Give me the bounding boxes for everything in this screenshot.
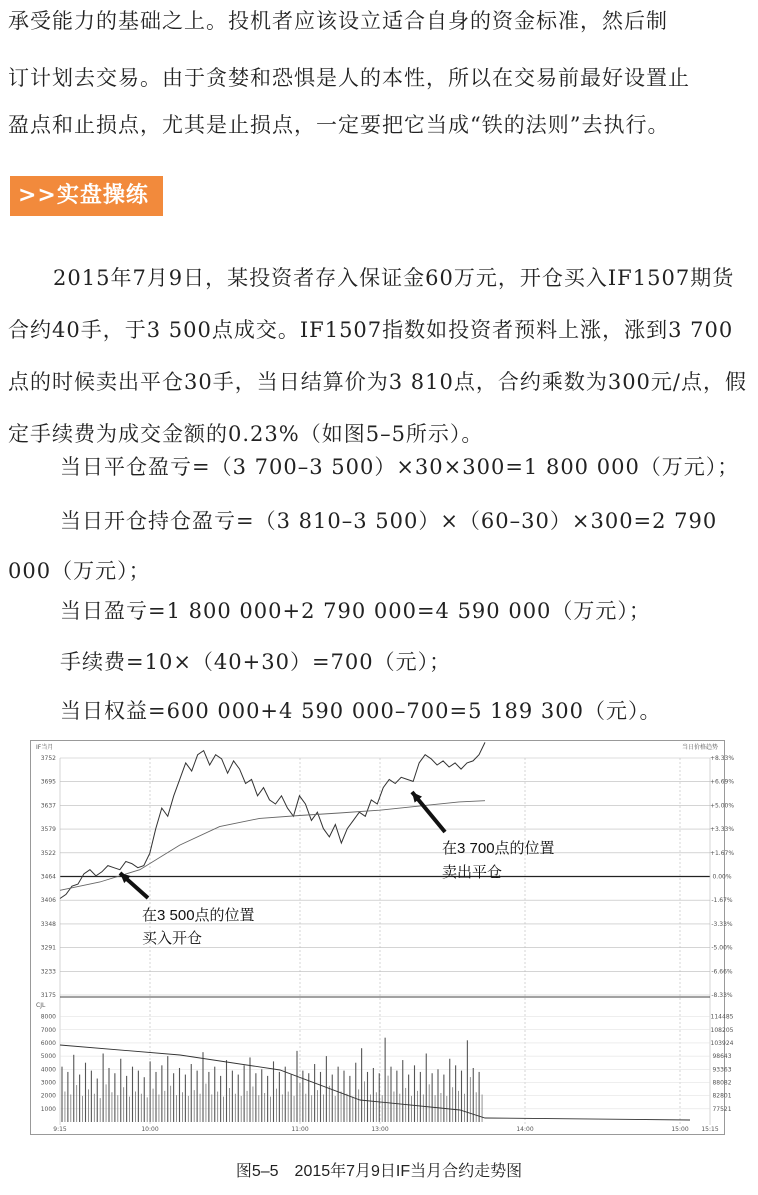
volume-tick-right: 93363 <box>712 1066 732 1074</box>
y-tick-right: -3.33% <box>711 920 733 928</box>
intro-line-3: 盈点和止损点，尤其是止损点，一定要把它当成“铁的法则”去执行。 <box>8 113 670 137</box>
volume-tick-right: 77521 <box>712 1105 732 1113</box>
y-tick-left: 3522 <box>40 849 56 857</box>
y-tick-right: +3.33% <box>709 826 735 834</box>
sell-annotation-line2: 卖出平仓 <box>442 864 503 881</box>
volume-label: CJL <box>36 1002 46 1009</box>
y-tick-right: -6.66% <box>711 968 733 976</box>
x-tick-label: 14:00 <box>516 1126 534 1133</box>
volume-tick-right: 114485 <box>710 1013 734 1021</box>
y-tick-left: 3637 <box>40 802 56 810</box>
x-tick-label: 11:00 <box>291 1126 309 1133</box>
y-tick-right: -1.67% <box>711 897 733 905</box>
y-tick-left: 3406 <box>40 897 56 905</box>
y-tick-left: 3348 <box>40 920 56 928</box>
calc-line-closing-profit: 当日平仓盈亏=（3 700–3 500）×30×300=1 800 000（万元）； <box>60 455 740 479</box>
chart-frame <box>31 741 725 1135</box>
section-title: >>实盘操练 <box>10 176 163 216</box>
buy-annotation-line2: 买入开仓 <box>142 930 203 947</box>
chart-header-left: IF当月 <box>36 744 54 751</box>
y-tick-right: -8.33% <box>711 992 733 999</box>
volume-tick-left: 3000 <box>40 1079 56 1087</box>
y-tick-right: -5.00% <box>711 944 733 952</box>
x-tick-label: 13:00 <box>371 1126 389 1133</box>
price-chart-svg <box>30 740 735 1135</box>
sell-annotation-line1: 在3 700点的位置 <box>442 840 555 857</box>
y-tick-left: 3233 <box>40 968 56 976</box>
x-tick-label: 9:15 <box>53 1126 67 1133</box>
y-tick-right: +6.69% <box>709 778 735 786</box>
y-tick-left: 3291 <box>40 944 56 952</box>
calc-line-daily-profit: 当日盈亏=1 800 000+2 790 000=4 590 000（万元）； <box>60 599 651 623</box>
volume-tick-right: 108205 <box>710 1026 734 1034</box>
y-tick-right: +5.00% <box>709 802 735 810</box>
x-tick-label: 15:00 <box>671 1126 689 1133</box>
intro-line-1: 承受能力的基础之上。投机者应该设立适合自身的资金标准，然后制 <box>8 9 668 33</box>
x-tick-label: 15:15 <box>701 1126 719 1133</box>
intro-line-2: 订计划去交易。由于贪婪和恐惧是人的本性，所以在交易前最好设置止 <box>8 66 690 90</box>
y-tick-left: 3695 <box>40 778 56 786</box>
y-tick-right: +8.33% <box>709 755 735 762</box>
x-tick-label: 10:00 <box>141 1126 159 1133</box>
volume-tick-left: 2000 <box>40 1092 56 1100</box>
y-tick-left: 3175 <box>40 992 56 999</box>
y-tick-left: 3464 <box>40 873 56 881</box>
buy-annotation-line1: 在3 500点的位置 <box>142 907 255 924</box>
price-chart <box>30 740 735 1135</box>
chart-header-right: 当日价格趋势 <box>681 744 718 751</box>
volume-tick-left: 5000 <box>40 1053 56 1061</box>
volume-tick-left: 6000 <box>40 1039 56 1047</box>
volume-tick-right: 88082 <box>712 1079 732 1087</box>
volume-tick-left: 4000 <box>40 1066 56 1074</box>
y-tick-left: 3752 <box>40 755 56 762</box>
calc-line-fee: 手续费=10×（40+30）=700（元）； <box>60 650 452 674</box>
volume-tick-right: 103924 <box>710 1039 734 1047</box>
y-tick-left: 3579 <box>40 826 56 834</box>
volume-tick-left: 8000 <box>40 1013 56 1021</box>
y-tick-right: +1.67% <box>709 849 735 857</box>
volume-tick-right: 98643 <box>712 1053 732 1061</box>
y-tick-right: 0.00% <box>712 873 732 881</box>
figure-caption: 图5–5 2015年7月9日IF当月合约走势图 <box>235 1163 523 1180</box>
volume-tick-left: 7000 <box>40 1026 56 1034</box>
calc-line-equity: 当日权益=600 000+4 590 000–700=5 189 300（元）。 <box>60 699 662 723</box>
case-paragraph: 2015年7月9日，某投资者存入保证金60万元，开仓买入IF1507期货合约40手，于3 500点成交。IF1507指数如投资者预料上涨，涨到3 700点的时候卖出平仓30手，当日结算价为3 810点，合约乘数为300元/点，假定手续费为成交金额的0.23%（如图5–5所示）。 <box>8 266 747 446</box>
volume-tick-left: 1000 <box>40 1105 56 1113</box>
volume-tick-right: 82801 <box>712 1092 732 1100</box>
calc-line-holding-profit: 当日开仓持仓盈亏=（3 810–3 500）×（60–30）×300=2 790 000（万元）； <box>8 509 718 583</box>
